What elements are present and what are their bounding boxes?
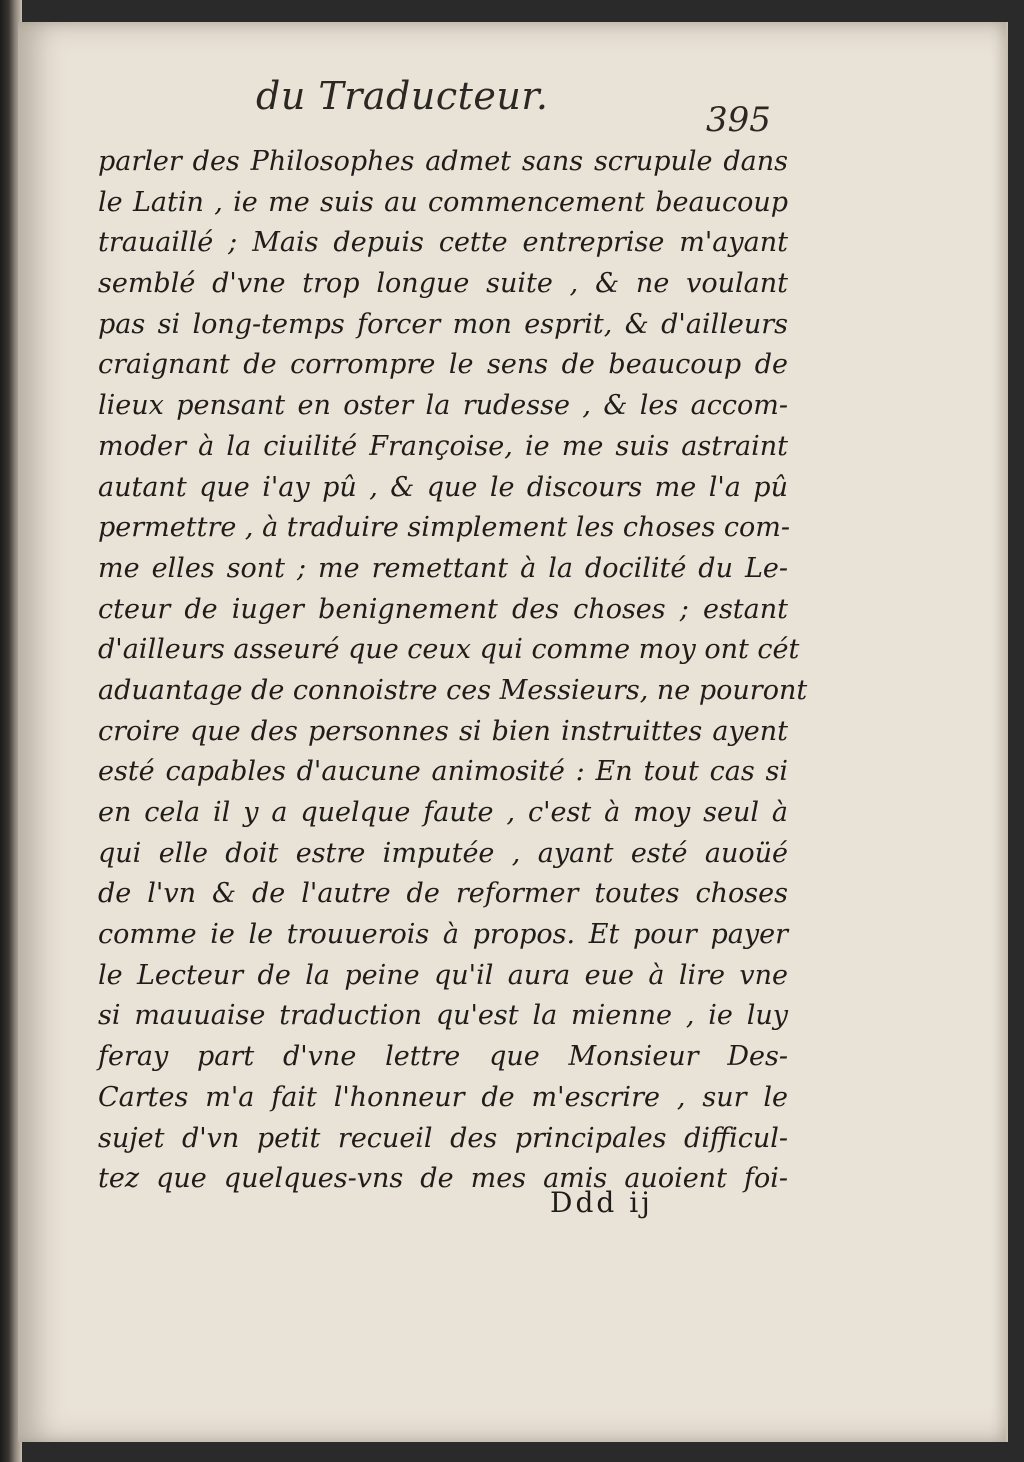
body-text: [98, 142, 808, 1200]
text-line: croire que des personnes si bien instruittes ayent: [98, 715, 788, 747]
text-line: semblé d'vne trop longue suite , & ne voulant: [98, 268, 788, 300]
text-line: comme ie le trouuerois à propos. Et pour payer: [98, 919, 788, 951]
page-number: 395: [706, 100, 771, 140]
text-line: tez que quelques-vns de mes amis auoient foi-: [98, 1163, 788, 1195]
text-line: en cela il y a quelque faute , c'est à moy seul à: [98, 797, 788, 828]
text-line: de l'vn & de l'autre de reformer toutes choses: [98, 878, 788, 910]
text-line: lieux pensant en oster la rudesse , & les accom-: [98, 390, 788, 422]
text-line: aduantage de connoistre ces Messieurs, ne pouront: [98, 674, 808, 706]
text-line: pas si long-temps forcer mon esprit, & d'ailleurs: [98, 308, 788, 340]
text-line: me elles sont ; me remettant à la docilité du Le-: [98, 552, 788, 584]
text-line: craignant de corrompre le sens de beaucoup de: [98, 349, 788, 381]
text-line: Cartes m'a fait l'honneur de m'escrire , sur le: [98, 1081, 788, 1113]
text-line: feray part d'vne lettre que Monsieur Des-: [98, 1041, 788, 1073]
text-line: qui elle doit estre imputée , ayant esté auoüé: [98, 837, 788, 869]
text-line: d'ailleurs asseuré que ceux qui comme moy ont cét: [98, 634, 800, 666]
text-line: parler des Philosophes admet sans scrupule dans: [98, 146, 788, 177]
running-head: du Traducteur.: [256, 74, 549, 118]
text-line: trauaillé ; Mais depuis cette entreprise m'ayant: [98, 227, 788, 259]
text-line: le Lecteur de la peine qu'il aura eue à lire vne: [98, 959, 788, 991]
text-line: permettre , à traduire simplement les choses com-: [98, 512, 790, 544]
text-line: autant que i'ay pû , & que le discours me l'a pû: [98, 471, 788, 503]
page-header: [18, 74, 1006, 140]
text-line: sujet d'vn petit recueil des principales difficul-: [98, 1122, 788, 1154]
signature-mark: Ddd ij: [550, 1186, 653, 1219]
text-line: moder à la ciuilité Françoise, ie me suis astraint: [98, 430, 788, 462]
text-line: si mauuaise traduction qu'est la mienne , ie luy: [98, 1000, 788, 1032]
text-line: cteur de iuger benignement des choses ; estant: [98, 593, 788, 625]
book-page: [18, 22, 1008, 1442]
text-line: le Latin , ie me suis au commencement beaucoup: [98, 186, 788, 218]
text-line: esté capables d'aucune animosité : En tout cas si: [98, 756, 788, 788]
